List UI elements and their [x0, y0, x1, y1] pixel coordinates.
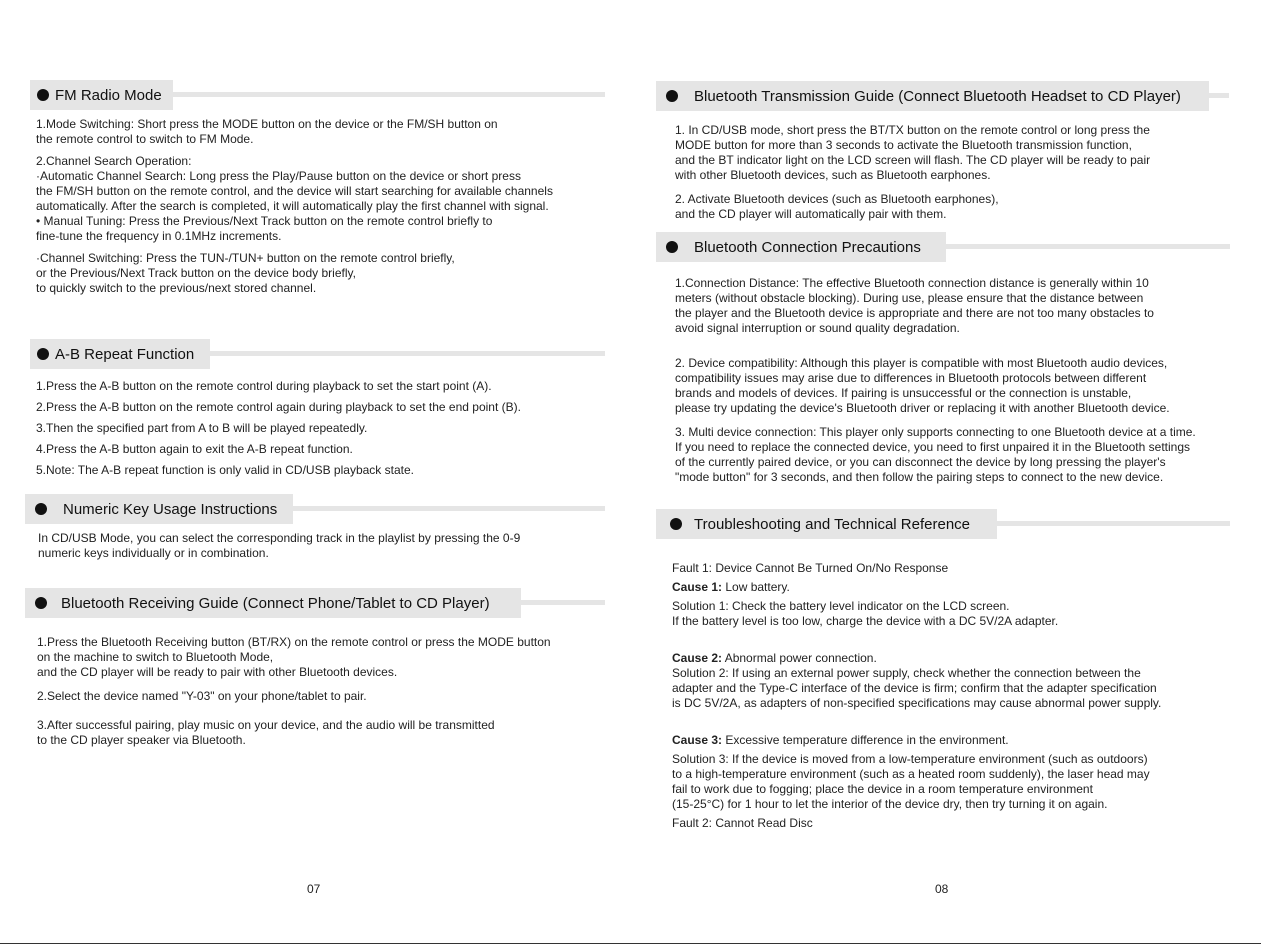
- body-line: 4.Press the A-B button again to exit the A-B repeat function.: [36, 442, 353, 456]
- body-line: 3.Then the specified part from A to B will be played repeatedly.: [36, 421, 368, 435]
- numeric-key-body: [38, 531, 520, 561]
- body-line: 5.Note: The A-B repeat function is only valid in CD/USB playback state.: [36, 463, 414, 477]
- body-line: ·Automatic Channel Search: Long press the Play/Pause button on the device or short press: [36, 169, 521, 183]
- spacer: [675, 183, 1150, 192]
- bullet-icon: [666, 241, 678, 253]
- bt-transmission-body: [675, 123, 1150, 222]
- cause-label: Cause 2:: [672, 651, 723, 665]
- troubleshooting-body: [672, 561, 1161, 831]
- ab-repeat-header: [30, 339, 605, 369]
- body-line: fine-tune the frequency in 0.1MHz increments.: [36, 229, 282, 243]
- fm-radio-title-bar: [30, 80, 173, 110]
- body-line: 1. In CD/USB mode, short press the BT/TX button on the remote control or long press the: [675, 123, 1150, 137]
- body-line: automatically. After the search is completed, it will automatically play the first channel with signal.: [36, 199, 549, 213]
- body-line: MODE button for more than 3 seconds to activate the Bluetooth transmission function,: [675, 138, 1132, 152]
- section-title: Bluetooth Transmission Guide (Connect Bluetooth Headset to CD Player): [694, 87, 1181, 105]
- bt-transmission-title-bar: [656, 81, 1209, 111]
- body-line: please try updating the device's Bluetooth driver or replacing it with another Bluetooth device.: [675, 401, 1170, 415]
- ab-repeat-body: [36, 376, 521, 481]
- spacer: [36, 147, 553, 154]
- cause-text: Low battery.: [722, 580, 790, 594]
- body-line: If you need to replace the connected device, you need to first unpaired it in the Bluetooth settings: [675, 440, 1191, 454]
- bt-receiving-header: [25, 588, 605, 618]
- body-line: Solution 2: If using an external power supply, check whether the connection between the: [672, 666, 1141, 680]
- spacer: [675, 336, 1196, 356]
- body-line: to the CD player speaker via Bluetooth.: [37, 733, 246, 747]
- body-line: Solution 1: Check the battery level indicator on the LCD screen.: [672, 599, 1010, 613]
- cause-text: Excessive temperature difference in the environment.: [722, 733, 1009, 747]
- body-line: and the BT indicator light on the LCD screen will flash. The CD player will be ready to pair: [675, 153, 1151, 167]
- section-title: Bluetooth Connection Precautions: [694, 238, 921, 256]
- body-line: the FM/SH button on the remote control, and the device will start searching for available channels: [36, 184, 553, 198]
- body-line: numeric keys individually or in combination.: [38, 546, 269, 560]
- troubleshooting-title-bar: [656, 509, 997, 539]
- header-rule: [210, 351, 605, 356]
- bullet-icon: [670, 518, 682, 530]
- cause-label: Cause 3:: [672, 733, 723, 747]
- body-line: 3. Multi device connection: This player only supports connecting to one Bluetooth device at a time.: [675, 425, 1196, 439]
- body-line: 3.After successful pairing, play music on your device, and the audio will be transmitted: [37, 718, 495, 732]
- body-line: ·Channel Switching: Press the TUN-/TUN+ button on the remote control briefly,: [36, 251, 455, 265]
- body-line: (15-25°C) for 1 hour to let the interior of the device dry, then try turning it on again.: [672, 797, 1108, 811]
- header-rule: [293, 506, 605, 511]
- spacer: [672, 629, 1161, 651]
- body-line: 1.Mode Switching: Short press the MODE button on the device or the FM/SH button on: [36, 117, 498, 131]
- body-line: 1.Connection Distance: The effective Bluetooth connection distance is generally within 10: [675, 276, 1149, 290]
- bottom-rule: [0, 943, 1261, 944]
- bt-receiving-body: [37, 635, 551, 748]
- body-line: 2.Press the A-B button on the remote control again during playback to set the end point (B).: [36, 400, 521, 414]
- numeric-key-header: [25, 494, 605, 524]
- body-line: the remote control to switch to FM Mode.: [36, 132, 254, 146]
- fault-heading: Fault 1: Device Cannot Be Turned On/No Response: [672, 561, 949, 575]
- header-rule: [173, 92, 605, 97]
- bt-precautions-body: [675, 276, 1196, 485]
- fault-heading: Fault 2: Cannot Read Disc: [672, 816, 813, 830]
- bullet-icon: [35, 597, 47, 609]
- body-line: with other Bluetooth devices, such as Bluetooth earphones.: [675, 168, 991, 182]
- section-title: FM Radio Mode: [55, 86, 162, 104]
- cause-label: Cause 1:: [672, 580, 723, 594]
- body-line: of the currently paired device, or you can disconnect the device by long pressing the player's: [675, 455, 1166, 469]
- ab-repeat-title-bar: [30, 339, 210, 369]
- spacer: [675, 416, 1196, 425]
- body-line: If the battery level is too low, charge the device with a DC 5V/2A adapter.: [672, 614, 1059, 628]
- bullet-icon: [666, 90, 678, 102]
- body-line: the player and the Bluetooth device is appropriate and there are not too many obstacles to: [675, 306, 1154, 320]
- bt-precautions-title-bar: [656, 232, 946, 262]
- bt-transmission-header: [656, 81, 1259, 111]
- troubleshooting-header: [656, 509, 1230, 539]
- bullet-icon: [37, 348, 49, 360]
- section-title: Numeric Key Usage Instructions: [63, 500, 278, 518]
- body-line: to a high-temperature environment (such as a heated room suddenly), the laser head may: [672, 767, 1150, 781]
- body-line: 2.Select the device named "Y-03" on your phone/tablet to pair.: [37, 689, 367, 703]
- spacer: [36, 244, 553, 251]
- body-line: to quickly switch to the previous/next stored channel.: [36, 281, 317, 295]
- header-rule: [946, 244, 1230, 249]
- body-line: compatibility issues may arise due to differences in Bluetooth protocols between different: [675, 371, 1147, 385]
- body-line: and the CD player will automatically pair with them.: [675, 207, 947, 221]
- body-line: In CD/USB Mode, you can select the corresponding track in the playlist by pressing the 0-9: [38, 531, 521, 545]
- fm-radio-header: [30, 80, 605, 110]
- spacer: [672, 711, 1161, 733]
- body-line: avoid signal interruption or sound quality degradation.: [675, 321, 960, 335]
- body-line: 1.Press the A-B button on the remote control during playback to set the start point (A).: [36, 379, 492, 393]
- section-title: Troubleshooting and Technical Reference: [694, 515, 971, 533]
- page-number-left: 07: [307, 882, 321, 896]
- body-line: on the machine to switch to Bluetooth Mode,: [37, 650, 274, 664]
- cause-text: Abnormal power connection.: [722, 651, 877, 665]
- header-rule: [521, 600, 605, 605]
- body-line: "mode button" for 3 seconds, and then follow the pairing steps to connect to the new device.: [675, 470, 1164, 484]
- body-line: adapter and the Type-C interface of the device is firm; confirm that the adapter specification: [672, 681, 1157, 695]
- cause-line: [672, 651, 1161, 666]
- bullet-icon: [35, 503, 47, 515]
- numeric-key-title-bar: [25, 494, 293, 524]
- header-rule: [997, 521, 1230, 526]
- body-line: fail to work due to fogging; place the device in a room temperature environment: [672, 782, 1093, 796]
- body-line: • Manual Tuning: Press the Previous/Next Track button on the remote control briefly to: [36, 214, 493, 228]
- body-line: or the Previous/Next Track button on the device body briefly,: [36, 266, 356, 280]
- fm-radio-body: [36, 117, 553, 296]
- body-line: 2. Device compatibility: Although this player is compatible with most Bluetooth audio devices,: [675, 356, 1168, 370]
- body-line: brands and models of devices. If pairing is unsuccessful or the connection is unstable,: [675, 386, 1132, 400]
- body-line: 1.Press the Bluetooth Receiving button (BT/RX) on the remote control or press the MODE button: [37, 635, 551, 649]
- spacer: [37, 680, 551, 689]
- body-line: is DC 5V/2A, as adapters of non-specified specifications may cause abnormal power supply.: [672, 696, 1162, 710]
- body-line: 2. Activate Bluetooth devices (such as Bluetooth earphones),: [675, 192, 999, 206]
- body-line: and the CD player will be ready to pair with other Bluetooth devices.: [37, 665, 398, 679]
- bullet-icon: [37, 89, 49, 101]
- body-line: meters (without obstacle blocking). During use, please ensure that the distance between: [675, 291, 1144, 305]
- bt-receiving-title-bar: [25, 588, 521, 618]
- cause-line: [672, 580, 1161, 595]
- section-title: Bluetooth Receiving Guide (Connect Phone/Tablet to CD Player): [61, 594, 490, 612]
- body-line: 2.Channel Search Operation:: [36, 154, 192, 168]
- body-line: Solution 3: If the device is moved from a low-temperature environment (such as outdoors): [672, 752, 1148, 766]
- page-number-right: 08: [935, 882, 949, 896]
- header-rule: [1209, 93, 1229, 98]
- spacer: [37, 704, 551, 718]
- section-title: A-B Repeat Function: [55, 345, 195, 363]
- bt-precautions-header: [656, 232, 1230, 262]
- cause-line: [672, 733, 1161, 748]
